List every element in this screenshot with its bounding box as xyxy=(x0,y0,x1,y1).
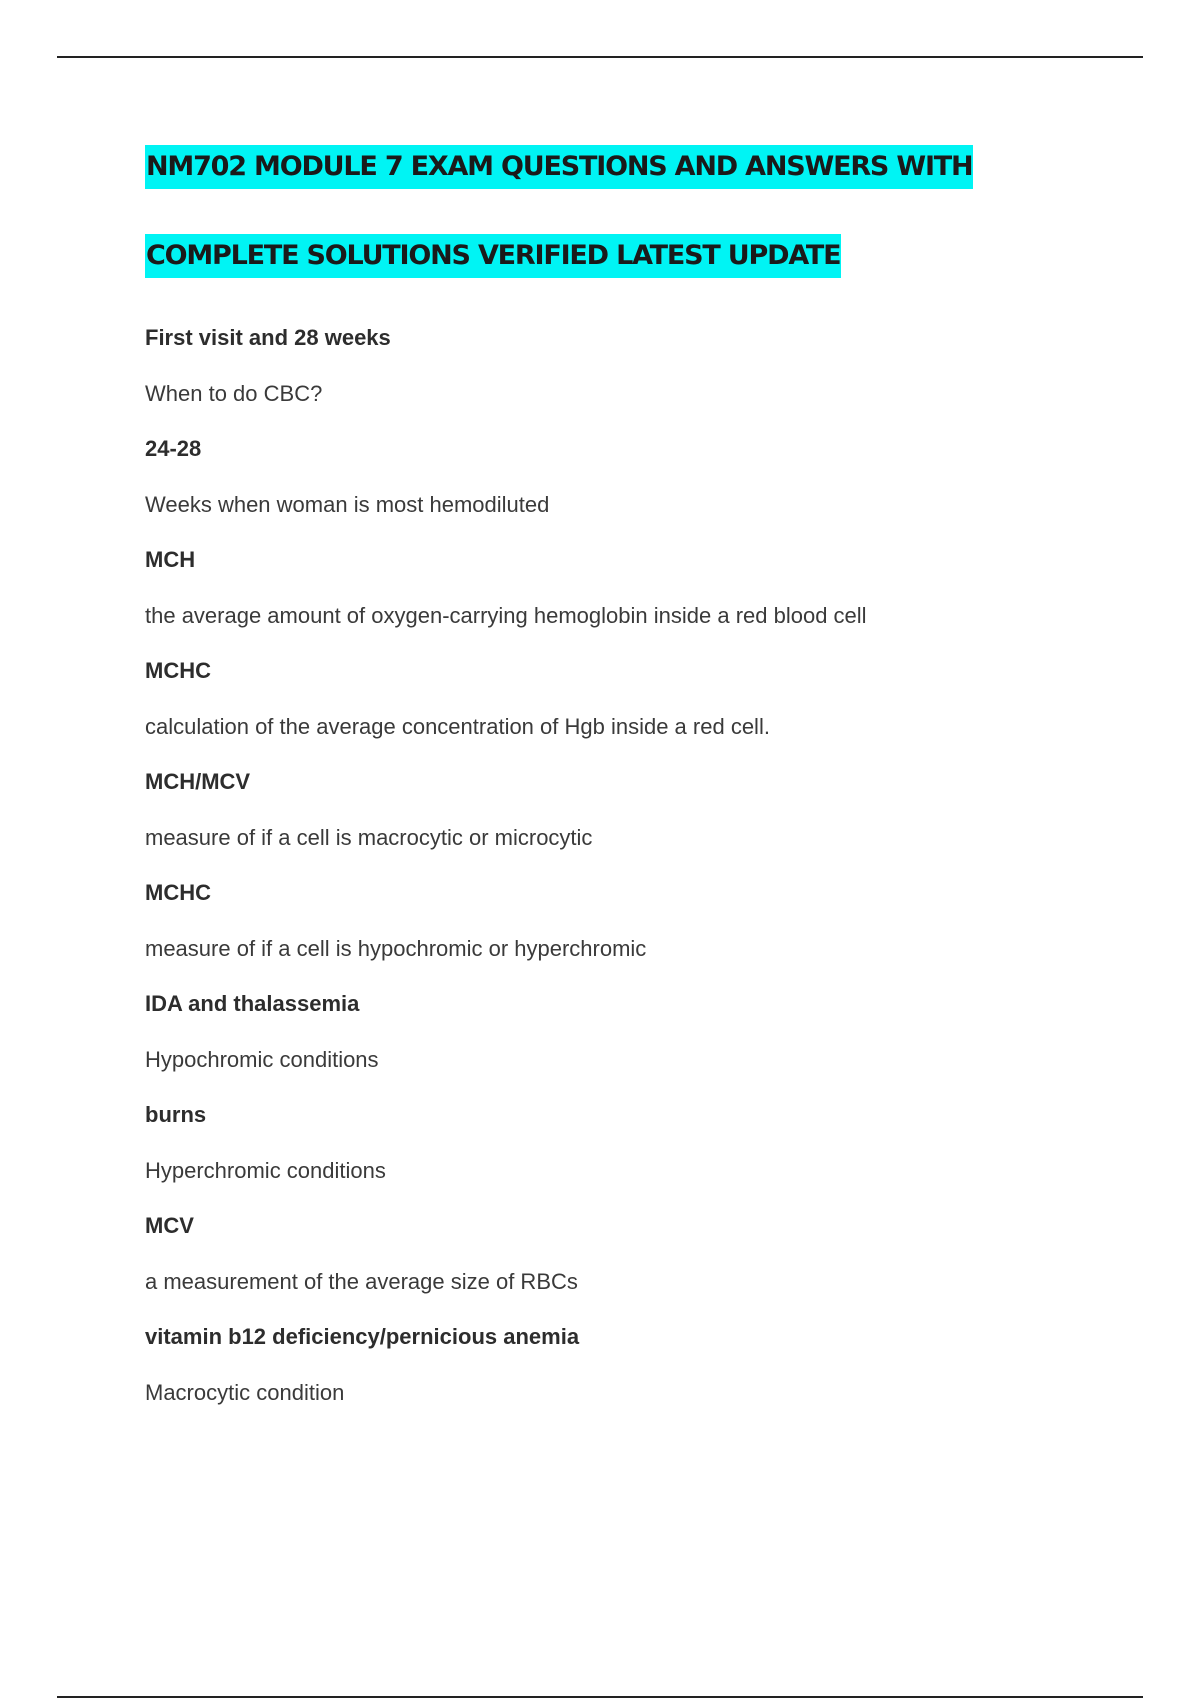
qa-item-5 xyxy=(145,762,1105,873)
qa-definition: Hypochromic conditions xyxy=(145,1047,379,1072)
qa-item-8 xyxy=(145,1095,1105,1206)
qa-term: First visit and 28 weeks xyxy=(145,325,391,350)
qa-item-7 xyxy=(145,984,1105,1095)
qa-term: burns xyxy=(145,1102,207,1127)
qa-definition: measure of if a cell is hypochromic or hyperchromic xyxy=(145,936,647,961)
qa-definition: Macrocytic condition xyxy=(145,1380,345,1405)
header-rule xyxy=(57,56,1143,58)
qa-definition: the average amount of oxygen-carrying hemoglobin inside a red blood cell xyxy=(145,603,867,628)
qa-item-9 xyxy=(145,1206,1105,1317)
qa-item-3 xyxy=(145,540,1105,651)
title-line-2-text: COMPLETE SOLUTIONS VERIFIED LATEST UPDATE xyxy=(145,234,841,278)
qa-item-1 xyxy=(145,318,1105,429)
qa-item-2 xyxy=(145,429,1105,540)
qa-list xyxy=(145,318,1105,1428)
qa-item-10 xyxy=(145,1317,1105,1428)
qa-definition: Hyperchromic conditions xyxy=(145,1158,386,1183)
title-line-2 xyxy=(145,234,1105,323)
title-line-1 xyxy=(145,145,1105,234)
qa-term: IDA and thalassemia xyxy=(145,991,360,1016)
qa-term: MCH xyxy=(145,547,196,572)
qa-item-6 xyxy=(145,873,1105,984)
qa-term: MCHC xyxy=(145,880,211,905)
qa-definition: a measurement of the average size of RBCs xyxy=(145,1269,578,1294)
qa-definition: measure of if a cell is macrocytic or microcytic xyxy=(145,825,593,850)
qa-item-4 xyxy=(145,651,1105,762)
document-title xyxy=(145,145,1105,323)
qa-definition: When to do CBC? xyxy=(145,381,323,406)
qa-definition: Weeks when woman is most hemodiluted xyxy=(145,492,550,517)
qa-term: vitamin b12 deficiency/pernicious anemia xyxy=(145,1324,580,1349)
footer-rule xyxy=(57,1696,1143,1698)
title-line-1-text: NM702 MODULE 7 EXAM QUESTIONS AND ANSWERS WITH xyxy=(145,145,973,189)
qa-definition: calculation of the average concentration of Hgb inside a red cell. xyxy=(145,714,770,739)
qa-term: MCV xyxy=(145,1213,194,1238)
qa-term: 24-28 xyxy=(145,436,202,461)
qa-term: MCH/MCV xyxy=(145,769,251,794)
qa-term: MCHC xyxy=(145,658,211,683)
